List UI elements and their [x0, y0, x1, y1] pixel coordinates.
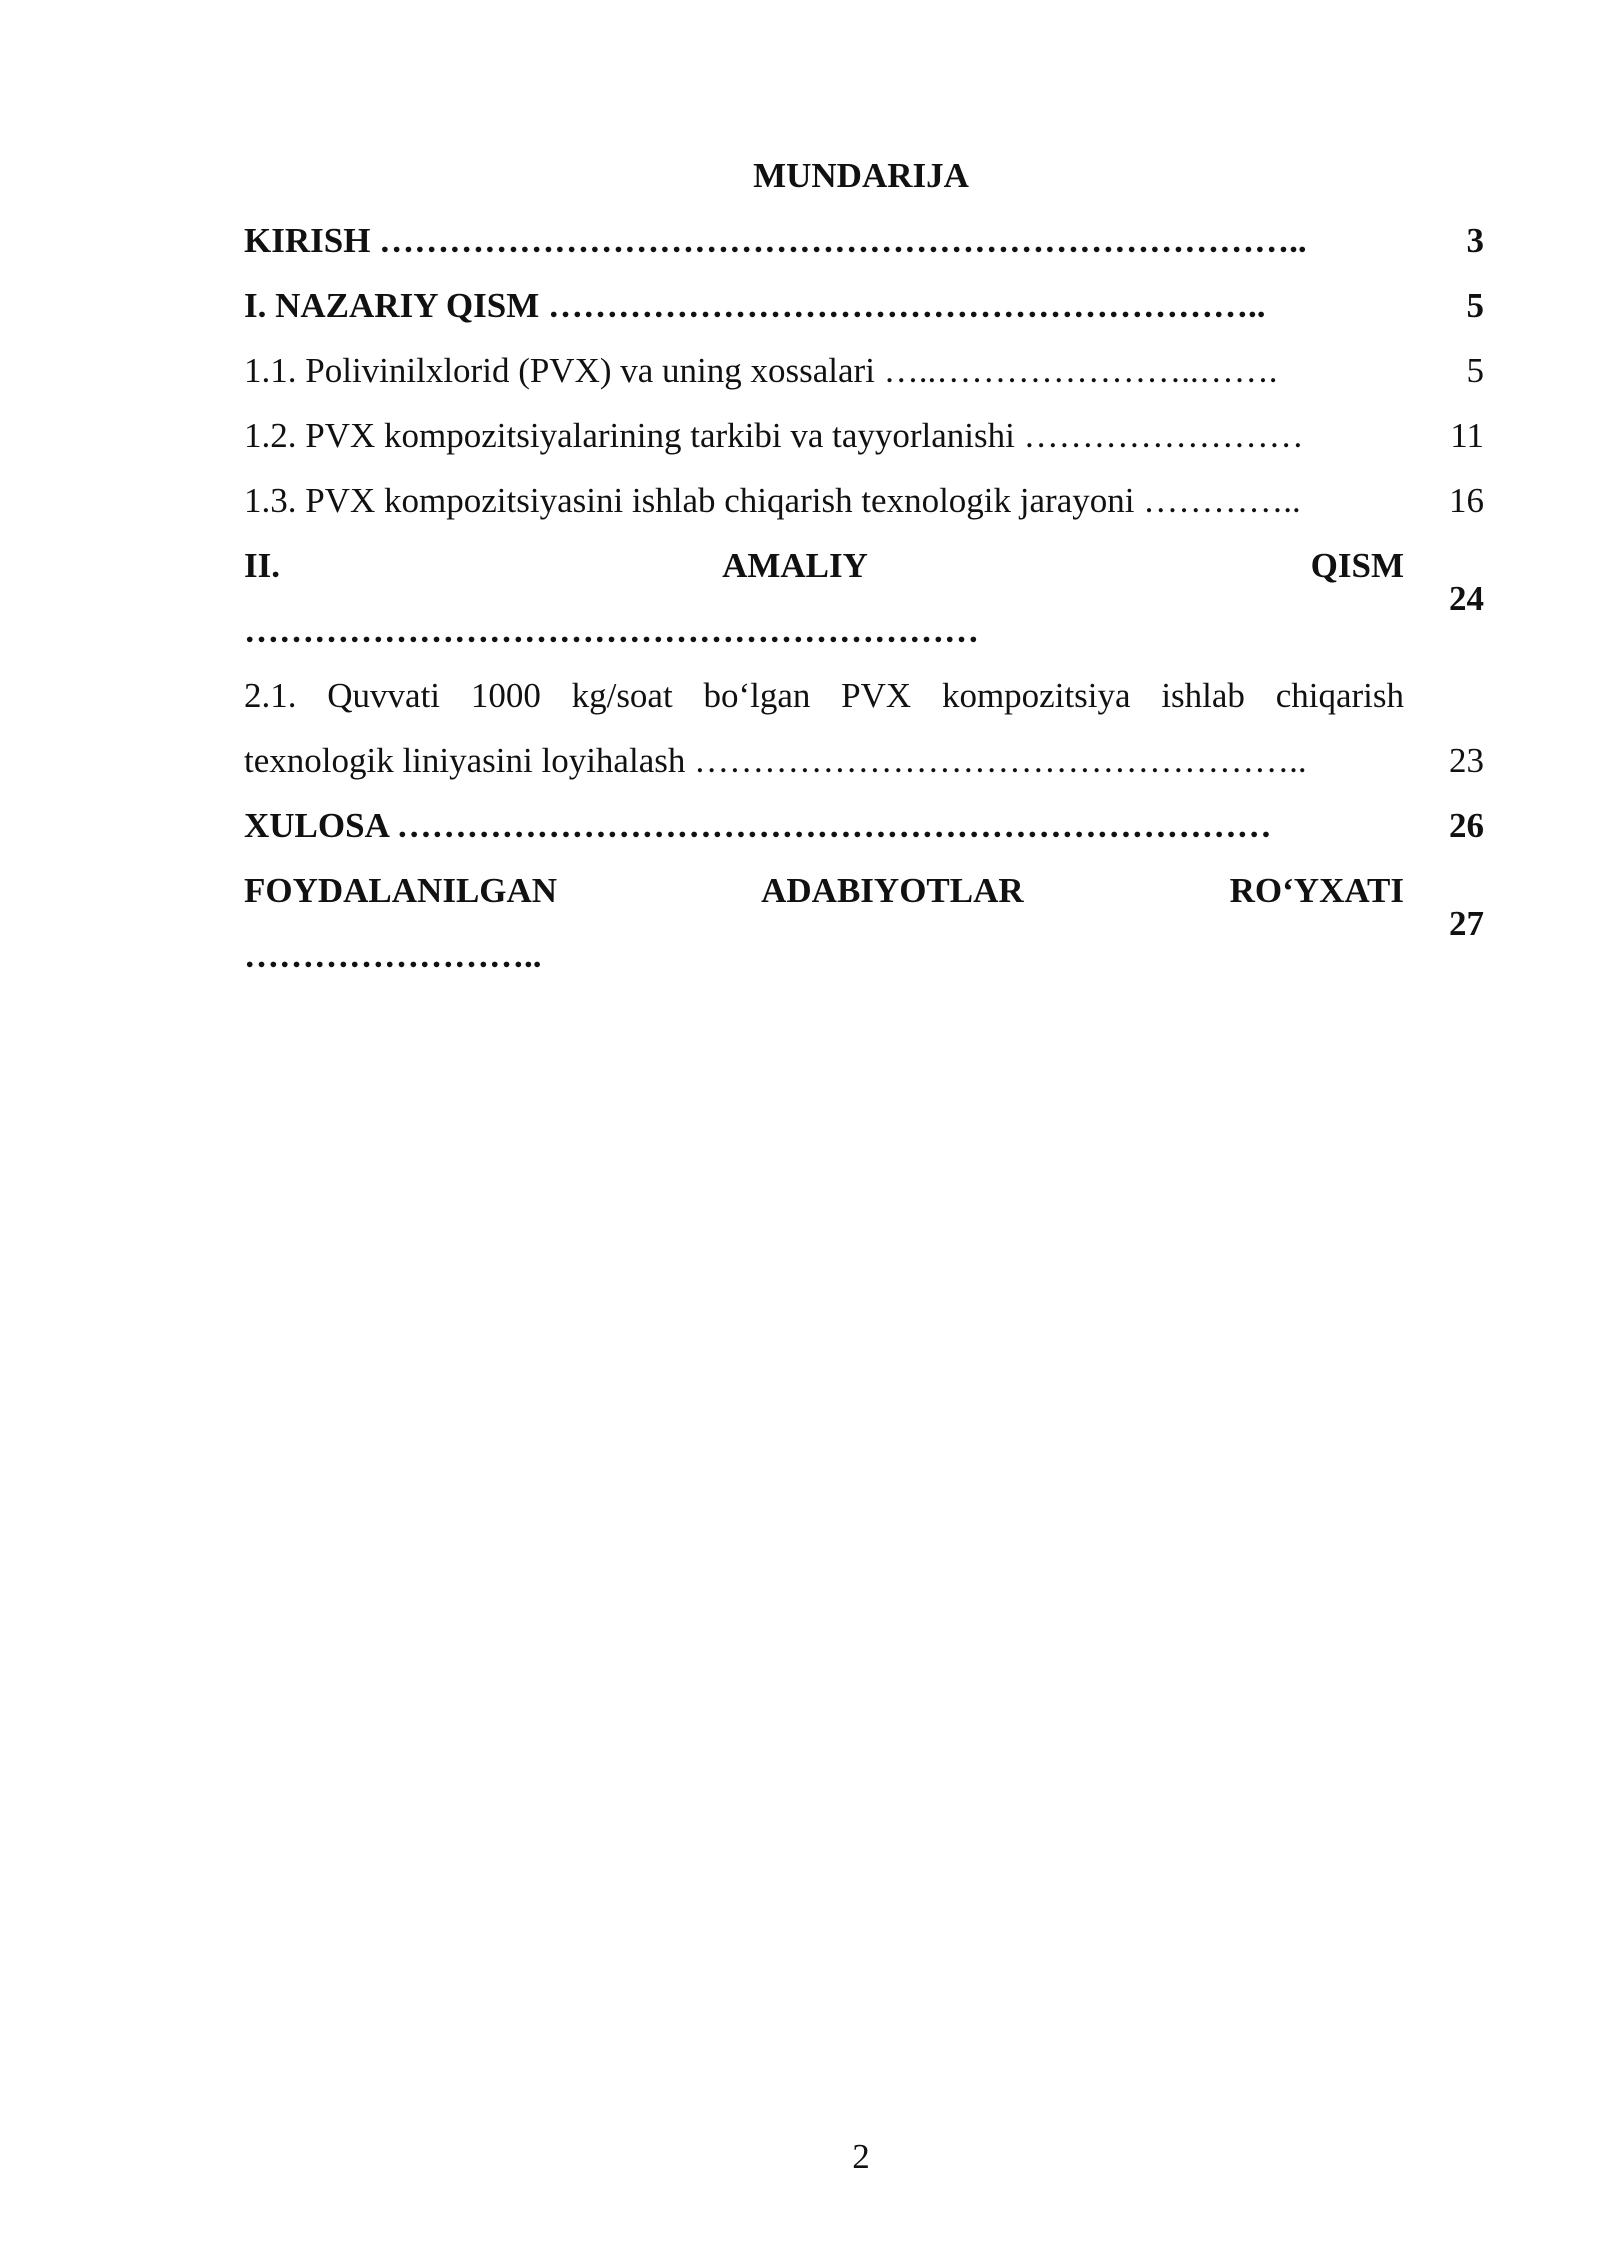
toc-entry-page: 16	[1449, 481, 1484, 520]
toc-entry-1-3[interactable]	[244, 468, 1484, 533]
toc-entry-text: 1.1. Polivinilxlorid (PVX) va uning xossalari …..…………………..…….	[244, 351, 1278, 390]
toc-entry-line1	[244, 858, 1404, 923]
toc-entry-1-2[interactable]	[244, 403, 1484, 468]
toc-entry-nazariy-qism[interactable]	[244, 273, 1484, 338]
table-of-contents	[244, 208, 1484, 988]
toc-entry-page: 26	[1449, 806, 1484, 845]
toc-entry-xulosa[interactable]	[244, 793, 1484, 858]
toc-entry-page: 3	[1466, 221, 1484, 260]
toc-entry-line1: 2.1. Quvvati 1000 kg/soat bo‘lgan PVX kompozitsiya ishlab chiqarish	[244, 676, 1404, 715]
toc-entry-dots: ………………………………………………………	[244, 611, 979, 650]
toc-entry-text	[244, 663, 1404, 793]
toc-entry-line2: texnologik liniyasini loyihalash ……………………………………………..	[244, 741, 1307, 780]
toc-entry-page: 27	[1449, 903, 1484, 943]
toc-word: AMALIY	[722, 546, 867, 585]
toc-entry-text: KIRISH ……………………………………………………………………..	[244, 221, 1307, 260]
toc-entry-page: 5	[1466, 351, 1484, 390]
toc-entry-text	[244, 858, 1404, 988]
toc-entry-page: 5	[1466, 286, 1484, 325]
toc-heading: MUNDARIJA	[753, 156, 969, 195]
toc-entry-text	[244, 533, 1404, 663]
toc-entry-amaliy-qism[interactable]	[244, 533, 1484, 663]
toc-entry-page: 11	[1450, 416, 1484, 455]
toc-entry-dots: ……………………..	[244, 936, 542, 975]
toc-entry-text: 1.2. PVX kompozitsiyalarining tarkibi va tayyorlanishi ……………………	[244, 416, 1304, 455]
toc-word: RO‘YXATI	[1229, 871, 1404, 910]
toc-entry-page: 23	[1449, 741, 1484, 780]
toc-word: ADABIYOTLAR	[761, 871, 1024, 910]
toc-word: FOYDALANILGAN	[244, 871, 558, 910]
toc-entry-2-1[interactable]	[244, 663, 1484, 793]
toc-entry-line1	[244, 533, 1404, 598]
toc-entry-text: 1.3. PVX kompozitsiyasini ishlab chiqarish texnologik jarayoni …………..	[244, 481, 1301, 520]
toc-entry-text: I. NAZARIY QISM ……………………………………………………..	[244, 286, 1266, 325]
toc-entry-text: XULOSA …………………………………………………………………	[244, 806, 1272, 845]
toc-entry-1-1[interactable]	[244, 338, 1484, 403]
toc-entry-adabiyotlar[interactable]	[244, 858, 1484, 988]
toc-entry-kirish[interactable]	[244, 208, 1484, 273]
toc-word: QISM	[1310, 546, 1404, 585]
toc-entry-page: 24	[1449, 578, 1484, 618]
toc-word: II.	[244, 546, 280, 585]
page-number: 2	[852, 2137, 870, 2176]
